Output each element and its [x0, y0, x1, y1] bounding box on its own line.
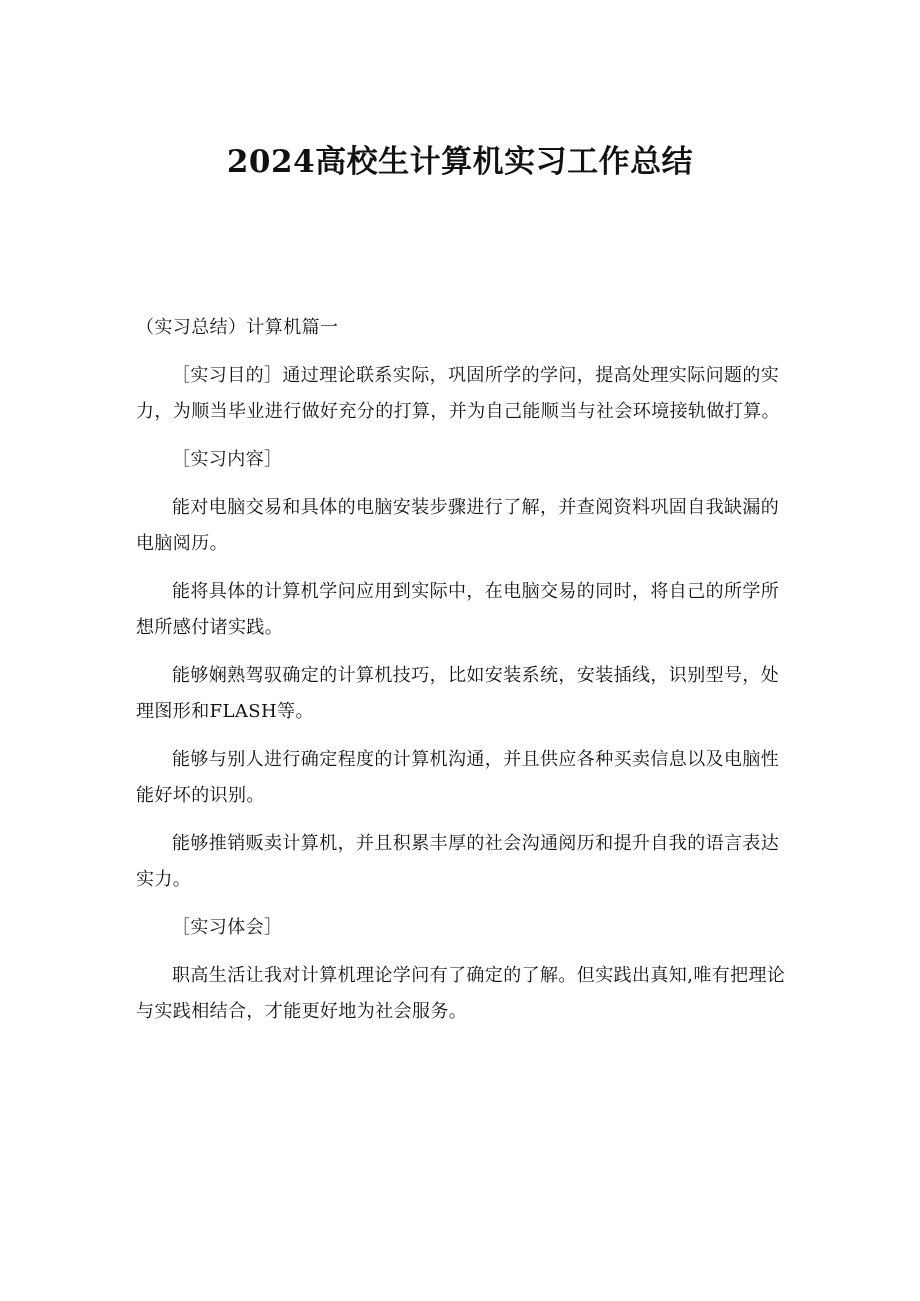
- paragraph: 能对电脑交易和具体的电脑安装步骤进行了解，并查阅资料巩固自我缺漏的电脑阅历。: [136, 497, 780, 554]
- paragraph: 能够与别人进行确定程度的计算机沟通，并且供应各种买卖信息以及电脑性能好坏的识别。: [136, 749, 780, 806]
- paragraph-purpose: ［实习目的］通过理论联系实际，巩固所学的学问，提高处理实际问题的实力，为顺当毕业进行做好充分的打算，并为自己能顺当与社会环境接轨做打算。: [136, 365, 780, 422]
- subheading-content: ［实习内容］: [172, 449, 283, 470]
- paragraph: 能够推销贩卖计算机，并且积累丰厚的社会沟通阅历和提升自我的语言表达实力。: [136, 833, 780, 890]
- paragraph: 职高生活让我对计算机理论学问有了确定的了解。但实践出真知,唯有把理论与实践相结合，才能更好地为社会服务。: [136, 965, 786, 1022]
- section-heading: （实习总结）计算机篇一: [136, 317, 339, 338]
- subheading-experience: ［实习体会］: [172, 917, 283, 938]
- document-body: [136, 310, 796, 1042]
- paragraph: 能将具体的计算机学问应用到实际中，在电脑交易的同时，将自己的所学所想所感付诸实践。: [136, 581, 780, 638]
- paragraph: 能够娴熟驾驭确定的计算机技巧，比如安装系统，安装插线，识别型号，处理图形和FLASH等。: [136, 665, 780, 722]
- document-title: 2024高校生计算机实习工作总结: [226, 144, 694, 180]
